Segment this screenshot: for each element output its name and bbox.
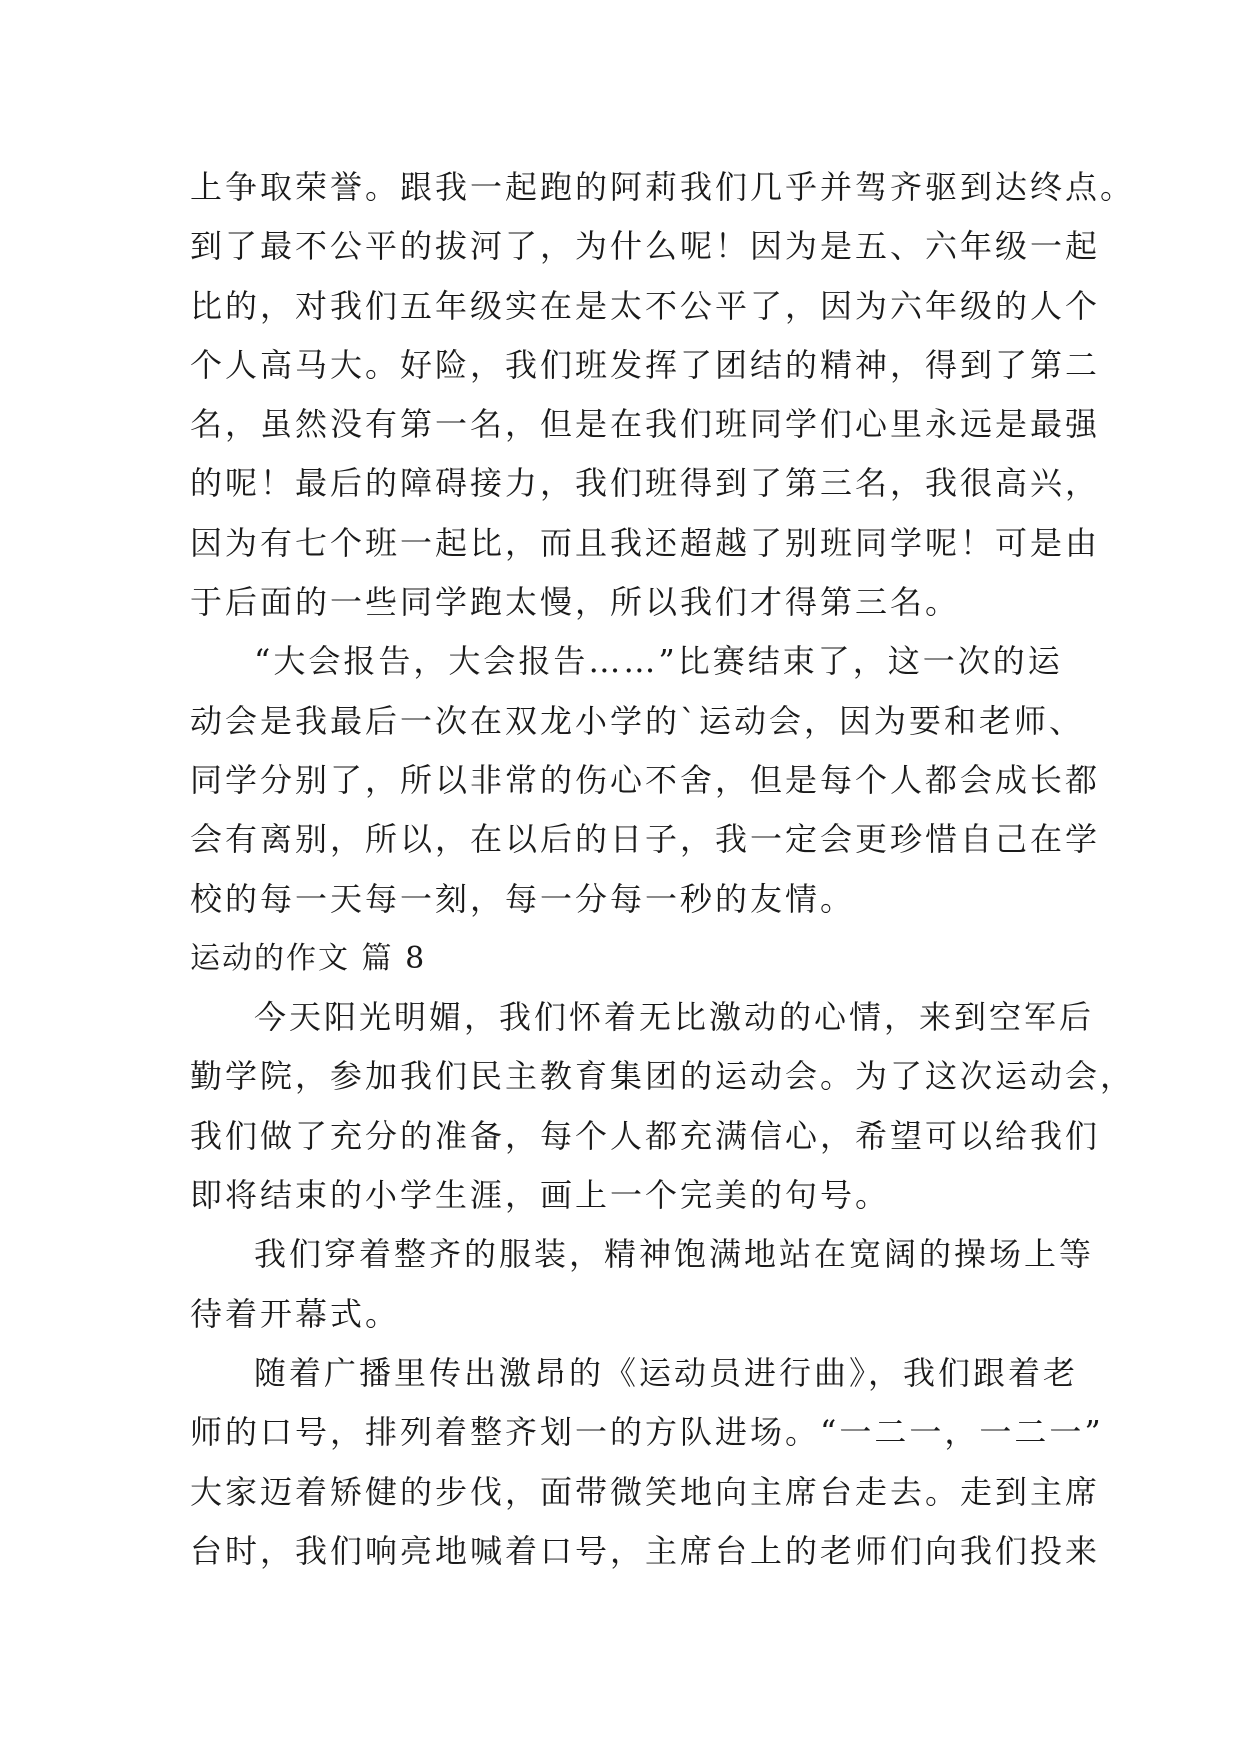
text-line: 到了最不公平的拔河了，为什么呢！因为是五、六年级一起 bbox=[190, 227, 1101, 266]
text-line: 我们做了充分的准备，每个人都充满信心，希望可以给我们 bbox=[190, 1116, 1101, 1155]
text-line: 今天阳光明媚，我们怀着无比激动的心情，来到空军后 bbox=[254, 998, 1095, 1037]
section-heading: 运动的作文 篇 8 bbox=[190, 940, 427, 976]
text-line: 大家迈着矫健的步伐，面带微笑地向主席台走去。走到主席 bbox=[190, 1472, 1101, 1511]
text-line: 上争取荣誉。跟我一起跑的阿莉我们几乎并驾齐驱到达终点。 bbox=[190, 168, 1136, 206]
text-line: 个人高马大。好险，我们班发挥了团结的精神，得到了第二 bbox=[190, 345, 1101, 384]
body-text bbox=[190, 158, 1136, 1581]
text-line: 于后面的一些同学跑太慢，所以我们才得第三名。 bbox=[190, 583, 961, 622]
text-line: 的呢！最后的障碍接力，我们班得到了第三名，我很高兴， bbox=[190, 464, 1101, 503]
text-line: “大会报告，大会报告……”比赛结束了，这一次的运 bbox=[254, 642, 1063, 681]
text-line: 会有离别，所以，在以后的日子，我一定会更珍惜自己在学 bbox=[190, 820, 1101, 859]
text-line: 勤学院，参加我们民主教育集团的运动会。为了这次运动会， bbox=[190, 1057, 1136, 1096]
text-line: 比的，对我们五年级实在是太不公平了，因为六年级的人个 bbox=[190, 286, 1101, 325]
text-line: 台时，我们响亮地喊着口号，主席台上的老师们向我们投来 bbox=[190, 1531, 1101, 1570]
text-line: 名，虽然没有第一名，但是在我们班同学们心里永远是最强 bbox=[190, 405, 1101, 444]
text-line: 待着开幕式。 bbox=[190, 1294, 401, 1333]
text-line: 即将结束的小学生涯，画上一个完美的句号。 bbox=[190, 1176, 891, 1215]
text-line: 动会是我最后一次在双龙小学的`运动会，因为要和老师、 bbox=[190, 701, 1085, 740]
text-line: 因为有七个班一起比，而且我还超越了别班同学呢！可是由 bbox=[190, 523, 1101, 562]
text-line: 同学分别了，所以非常的伤心不舍，但是每个人都会成长都 bbox=[190, 760, 1101, 799]
text-line: 我们穿着整齐的服装，精神饱满地站在宽阔的操场上等 bbox=[254, 1235, 1095, 1274]
text-line: 师的口号，排列着整齐划一的方队进场。“一二一，一二一” bbox=[190, 1413, 1104, 1452]
text-line: 校的每一天每一刻，每一分每一秒的友情。 bbox=[190, 879, 856, 918]
text-line: 随着广播里传出激昂的《运动员进行曲》，我们跟着老 bbox=[254, 1353, 1079, 1392]
